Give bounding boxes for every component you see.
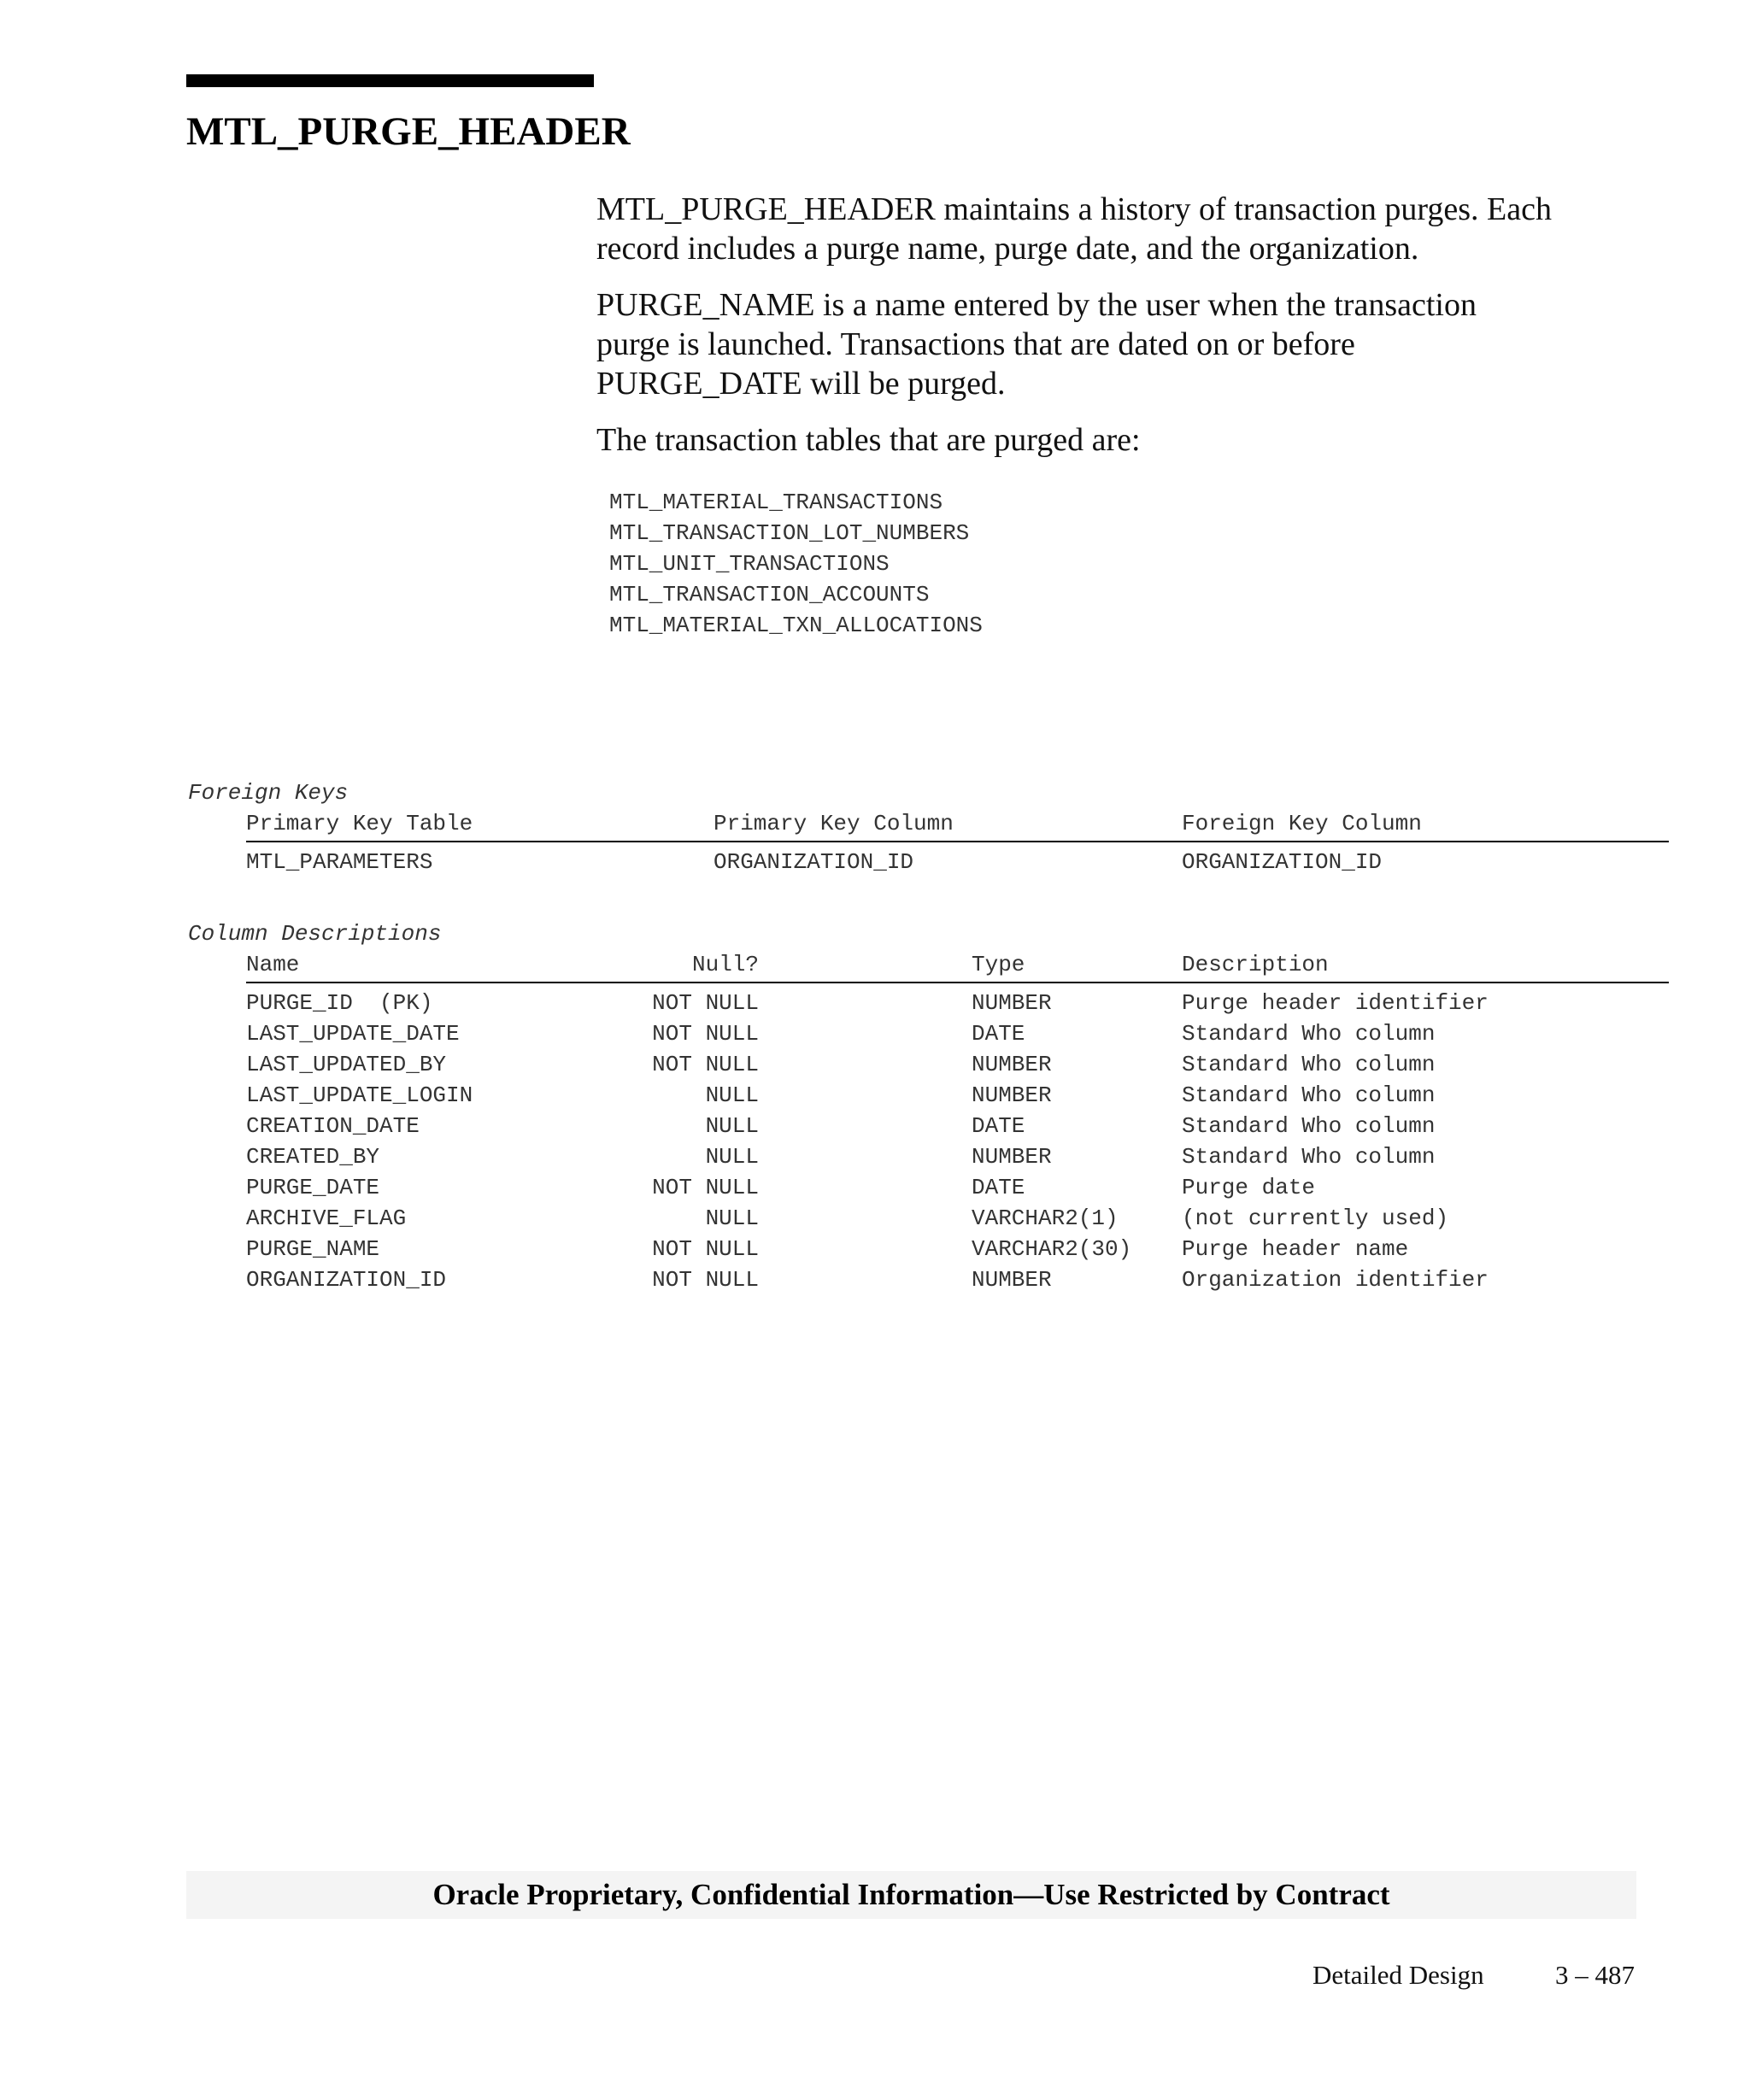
- cell-type: DATE: [972, 1175, 1025, 1200]
- description-body: [596, 190, 1647, 477]
- cell-null: NULL: [705, 1113, 759, 1139]
- table-row: [246, 1172, 1669, 1203]
- cell-null: NOT NULL: [652, 990, 759, 1016]
- cell-type: VARCHAR2(30): [972, 1236, 1132, 1262]
- cell-null: NULL: [705, 1082, 759, 1108]
- table-row: [246, 847, 1669, 877]
- cell-description: Standard Who column: [1182, 1144, 1436, 1170]
- cell-primary-key-column: ORGANIZATION_ID: [714, 849, 914, 875]
- column-descriptions-header: [246, 949, 1669, 983]
- purged-table-item: MTL_MATERIAL_TRANSACTIONS: [609, 490, 943, 515]
- cell-name: PURGE_DATE: [246, 1175, 380, 1200]
- cell-type: VARCHAR2(1): [972, 1205, 1119, 1231]
- cell-type: NUMBER: [972, 1144, 1052, 1170]
- paragraph-line: The transaction tables that are purged are:: [596, 422, 1141, 458]
- purged-table-item: MTL_MATERIAL_TXN_ALLOCATIONS: [609, 613, 983, 638]
- cell-description: Purge date: [1182, 1175, 1316, 1200]
- cell-description: Organization identifier: [1182, 1267, 1489, 1293]
- header-name: Name: [246, 952, 300, 977]
- table-row: [246, 1234, 1669, 1264]
- paragraph-line: purge is launched. Transactions that are dated on or before: [596, 326, 1355, 362]
- paragraph-line: record includes a purge name, purge date, and the organization.: [596, 231, 1419, 267]
- table-row: [246, 1264, 1669, 1295]
- cell-primary-key-table: MTL_PARAMETERS: [246, 849, 433, 875]
- paragraph-overview: [596, 190, 1647, 268]
- cell-type: NUMBER: [972, 1082, 1052, 1108]
- cell-name: PURGE_ID (PK): [246, 990, 433, 1016]
- cell-type: NUMBER: [972, 1267, 1052, 1293]
- cell-description: (not currently used): [1182, 1205, 1449, 1231]
- foreign-keys-label: Foreign Keys: [188, 780, 349, 806]
- cell-name: LAST_UPDATE_LOGIN: [246, 1082, 473, 1108]
- column-descriptions-table: [246, 988, 1669, 1295]
- header-primary-key-column: Primary Key Column: [714, 811, 954, 836]
- table-row: [246, 1203, 1669, 1234]
- cell-foreign-key-column: ORGANIZATION_ID: [1182, 849, 1383, 875]
- cell-type: DATE: [972, 1021, 1025, 1047]
- table-row: [246, 1141, 1669, 1172]
- purged-table-item: MTL_TRANSACTION_LOT_NUMBERS: [609, 520, 970, 546]
- cell-type: NUMBER: [972, 990, 1052, 1016]
- page-title: MTL_PURGE_HEADER: [186, 109, 631, 154]
- purged-table-item: MTL_TRANSACTION_ACCOUNTS: [609, 582, 930, 607]
- cell-null: NULL: [705, 1144, 759, 1170]
- purged-table-item: MTL_UNIT_TRANSACTIONS: [609, 551, 890, 577]
- cell-description: Standard Who column: [1182, 1021, 1436, 1047]
- cell-description: Standard Who column: [1182, 1113, 1436, 1139]
- paragraph-line: PURGE_DATE will be purged.: [596, 366, 1006, 402]
- footer-section-name: Detailed Design: [1312, 1960, 1484, 1990]
- cell-null: NOT NULL: [652, 1267, 759, 1293]
- table-row: [246, 1049, 1669, 1080]
- table-row: [246, 1111, 1669, 1141]
- purged-tables-list: [609, 487, 983, 641]
- cell-name: CREATED_BY: [246, 1144, 380, 1170]
- foreign-keys-table: [246, 847, 1669, 877]
- table-row: [246, 1080, 1669, 1111]
- cell-type: NUMBER: [972, 1052, 1052, 1077]
- header-foreign-key-column: Foreign Key Column: [1182, 811, 1422, 836]
- foreign-keys-header: [246, 808, 1669, 842]
- title-rule: [186, 74, 594, 87]
- cell-description: Purge header identifier: [1182, 990, 1489, 1016]
- header-null: Null?: [691, 952, 759, 977]
- cell-name: LAST_UPDATE_DATE: [246, 1021, 460, 1047]
- cell-name: ORGANIZATION_ID: [246, 1267, 447, 1293]
- table-row: [246, 1018, 1669, 1049]
- header-type: Type: [972, 952, 1025, 977]
- cell-null: NULL: [705, 1205, 759, 1231]
- cell-null: NOT NULL: [652, 1175, 759, 1200]
- confidential-notice: Oracle Proprietary, Confidential Information––Use Restricted by Contract: [186, 1871, 1636, 1919]
- header-primary-key-table: Primary Key Table: [246, 811, 473, 836]
- cell-null: NOT NULL: [652, 1052, 759, 1077]
- cell-description: Purge header name: [1182, 1236, 1409, 1262]
- paragraph-tables-intro: [596, 420, 1647, 460]
- cell-name: CREATION_DATE: [246, 1113, 420, 1139]
- cell-name: ARCHIVE_FLAG: [246, 1205, 407, 1231]
- table-row: [246, 988, 1669, 1018]
- paragraph-line: MTL_PURGE_HEADER maintains a history of transaction purges. Each: [596, 191, 1552, 227]
- cell-description: Standard Who column: [1182, 1082, 1436, 1108]
- cell-null: NOT NULL: [652, 1021, 759, 1047]
- column-descriptions-label: Column Descriptions: [188, 921, 442, 947]
- paragraph-line: PURGE_NAME is a name entered by the user when the transaction: [596, 287, 1477, 323]
- cell-type: DATE: [972, 1113, 1025, 1139]
- paragraph-purge-name: [596, 285, 1647, 403]
- cell-name: LAST_UPDATED_BY: [246, 1052, 447, 1077]
- cell-null: NOT NULL: [652, 1236, 759, 1262]
- page-number: 3 – 487: [1555, 1960, 1635, 1990]
- cell-name: PURGE_NAME: [246, 1236, 380, 1262]
- cell-description: Standard Who column: [1182, 1052, 1436, 1077]
- header-description: Description: [1182, 952, 1329, 977]
